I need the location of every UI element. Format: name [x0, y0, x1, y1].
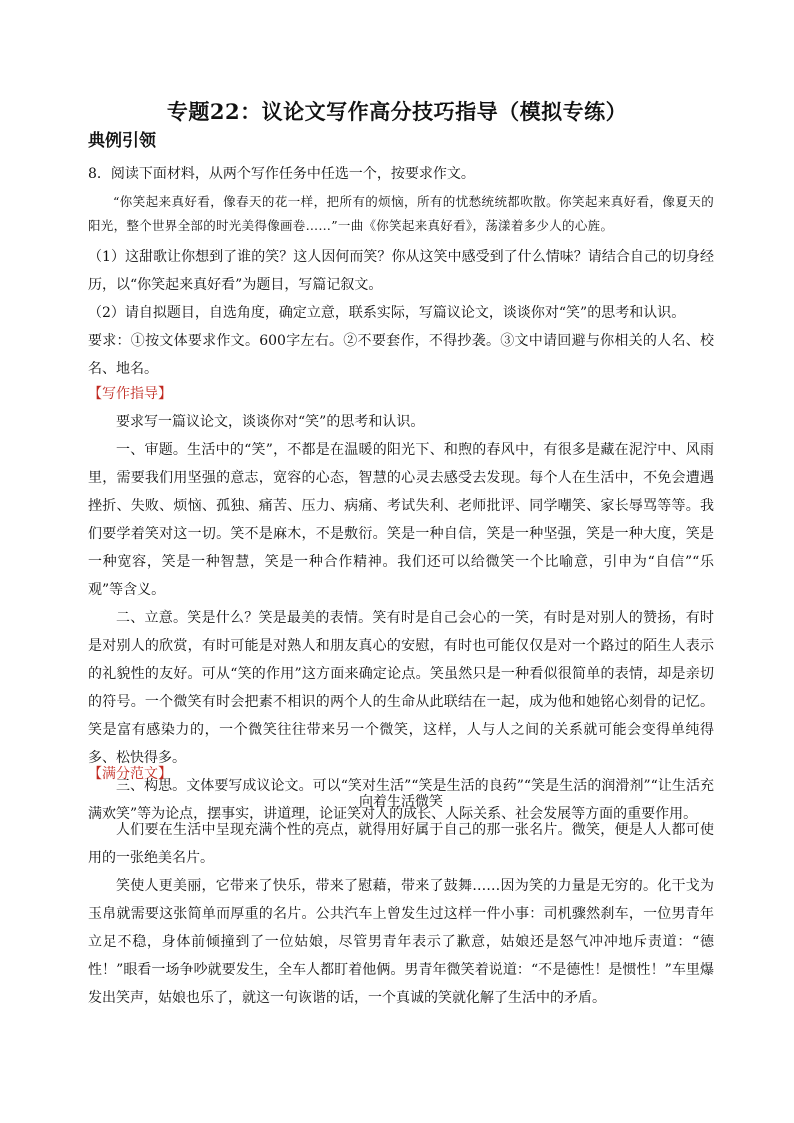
guide-paragraph-0: 要求写一篇议论文，谈谈你对“笑”的思考和认识。: [116, 414, 425, 430]
page-title: 专题22：议论文写作高分技巧指导（模拟专练）: [166, 99, 628, 124]
question-block: [88, 160, 714, 188]
essay-paragraph-2: 笑使人更美丽，它带来了快乐，带来了慰藉，带来了鼓舞……因为笑的力量是无穷的。化干戈为玉帛就需要这张简单而厚重的名片。公共汽车上曾发生过这样一件小事：司机骤然刹车，一位男青年立足不稳，身体前倾撞到了一位姑娘，尽管男青年表示了歉意，姑娘还是怒气冲冲地斥责道：“德性！”眼看一场争吵就要发生，全车人都盯着他俩。男青年微笑着说道：“不是德性！是惯性！”车里爆发出笑声，姑娘也乐了，就这一句诙谐的话，一个真诚的笑就化解了生活中的矛盾。: [88, 878, 714, 1006]
section-heading: 典例引领: [88, 131, 156, 151]
guide-label: 【写作指导】: [88, 386, 172, 402]
requirements: 要求：①按文体要求作文。600字左右。②不要套作，不得抄袭。③文中请回避与你相关的人名、校名、地名。: [88, 333, 714, 377]
essay-title: 向着生活微笑: [359, 794, 443, 810]
material-quote: [88, 190, 714, 238]
essay-paragraph-1: 人们要在生活中呈现充满个性的亮点，就得用好属于自己的那一张名片。微笑，便是人人都可使用的一张绝美名片。: [88, 822, 714, 866]
guide-paragraph-2: 二、立意。笑是什么？笑是最美的表情。笑有时是自己会心的一笑，有时是对别人的赞扬，有时是对别人的欣赏，有时可能是对熟人和朋友真心的安慰，有时也可能仅仅是对一个路过的陌生人表示的礼貌性的友好。可从“笑的作用”这方面来确定论点。笑虽然只是一种看似很简单的表情，却是亲切的符号。一个微笑有时会把素不相识的两个人的生命从此联结在一起，成为他和她铭心刻骨的记忆。笑是富有感染力的，一个微笑往往带来另一个微笑，这样，人与人之间的关系就可能会变得单纯得多、松快得多。: [88, 610, 714, 766]
guide-paragraph-3: 三、构思。文体要写成议论文。可以“笑对生活”“笑是生活的良药”“笑是生活的润滑剂”“让生活充满欢笑”等为论点，摆事实，讲道理，论证笑对人的成长、人际关系、社会发展等方面的重要作用。: [88, 778, 714, 822]
material-text: “你笑起来真好看，像春天的花一样，把所有的烦恼，所有的忧愁统统都吹散。你笑起来真好看，像夏天的阳光，整个世界全部的时光美得像画卷……”一曲《你笑起来真好看》，荡漾着多少人的心旌。: [88, 194, 714, 233]
essay-label: 【满分范文】: [88, 766, 172, 782]
guide-paragraph-1: 一、审题。生活中的“笑”，不都是在温暖的阳光下、和煦的春风中，有很多是藏在泥泞中、风雨里，需要我们用坚强的意志，宽容的心态，智慧的心灵去感受去发现。每个人在生活中，不免会遭遇挫折、失败、烦恼、孤独、痛苦、压力、病痛、考试失利、老师批评、同学嘲笑、家长辱骂等等。我们要学着笑对这一切。笑不是麻木，不是敷衍。笑是一种自信，笑是一种坚强，笑是一种大度，笑是一种宽容，笑是一种智慧，笑是一种合作精神。我们还可以给微笑一个比喻意，引申为“自信”“乐观”等含义。: [88, 442, 714, 598]
task-1: （1）这甜歌让你想到了谁的笑？这人因何而笑？你从这笑中感受到了什么情味？请结合自己的切身经历，以“你笑起来真好看”为题目，写篇记叙文。: [88, 249, 714, 293]
question-intro: 8．阅读下面材料，从两个写作任务中任选一个，按要求作文。: [88, 166, 475, 182]
model-essay: [88, 760, 714, 1012]
task-2: （2）请自拟题目，自选角度，确定立意，联系实际，写篇议论文，谈谈你对“笑”的思考和认识。: [88, 305, 686, 321]
tasks-block: [88, 243, 714, 383]
